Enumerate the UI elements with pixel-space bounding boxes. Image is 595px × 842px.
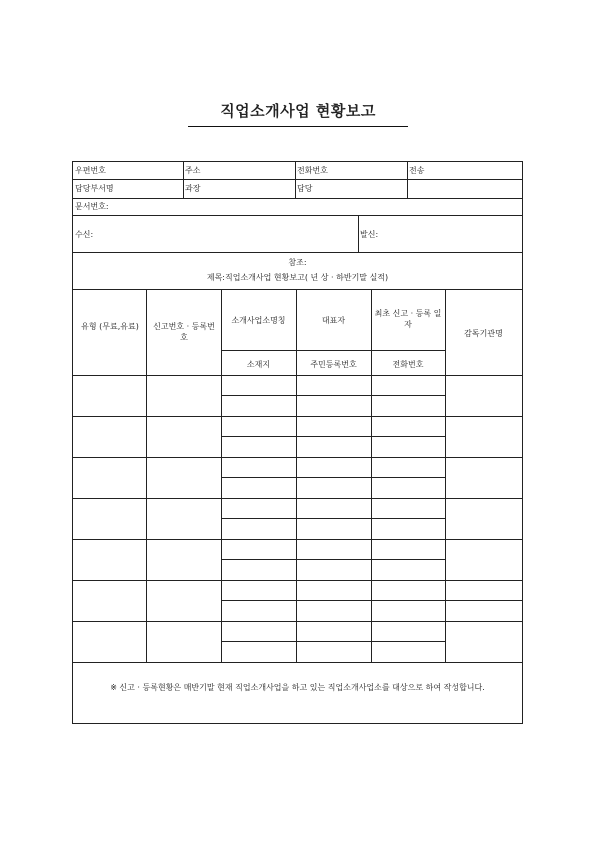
divider: [221, 641, 445, 642]
column-header-representative: 대표자: [321, 316, 346, 325]
divider: [73, 662, 522, 663]
divider: [221, 559, 445, 560]
document-title: 직업소개사업 현황보고: [220, 102, 376, 120]
column-header-location: 소재지: [246, 360, 271, 369]
divider: [73, 375, 522, 376]
fax-label: 전송: [409, 166, 425, 175]
divider: [73, 252, 522, 253]
divider: [296, 289, 297, 662]
title-underline: [188, 126, 408, 127]
divider: [221, 350, 445, 351]
divider: [295, 162, 296, 198]
divider: [73, 289, 522, 290]
in-charge-label: 담당: [297, 184, 313, 193]
sender-label: 발신:: [360, 230, 379, 239]
department-label: 담당부서명: [75, 184, 114, 193]
doc-number-label: 문서번호:: [75, 202, 109, 211]
column-header-business-name: 소개사업소명칭: [231, 316, 286, 325]
column-header-reg-number: 신고번호 · 등록번호: [153, 322, 215, 342]
column-header-type: 유형 (무료,유료): [81, 322, 139, 331]
recipient-label: 수신:: [75, 230, 94, 239]
divider: [73, 457, 522, 458]
reference-label: 참조:: [288, 258, 307, 267]
divider: [73, 580, 522, 581]
divider: [221, 477, 445, 478]
footnote: ※ 신고 · 등록현황은 매반기말 현재 직업소개사업을 하고 있는 직업소개사업소를 대상으로 하여 작성합니다.: [110, 683, 485, 692]
subject-line: 제목:직업소개사업 현황보고( 년 상 · 하반기말 실적): [206, 273, 389, 282]
divider: [73, 498, 522, 499]
report-form: [72, 161, 523, 724]
divider: [221, 289, 222, 662]
manager-label: 과장: [185, 184, 201, 193]
divider: [371, 289, 372, 662]
divider: [221, 600, 522, 601]
divider: [73, 198, 522, 199]
phone-label: 전화번호: [297, 166, 328, 175]
postal-code-label: 우편번호: [75, 166, 106, 175]
column-header-first-date: 최초 신고 · 등록 일자: [374, 309, 442, 329]
divider: [407, 162, 408, 198]
divider: [221, 518, 445, 519]
address-label: 주소: [185, 166, 201, 175]
divider: [73, 416, 522, 417]
divider: [146, 289, 147, 662]
column-header-resident-number: 주민등록번호: [310, 360, 357, 369]
divider: [183, 162, 184, 198]
divider: [73, 215, 522, 216]
divider: [358, 215, 359, 252]
column-header-phone: 전화번호: [392, 360, 424, 369]
divider: [445, 289, 446, 662]
column-header-authority: 감독기관명: [464, 329, 503, 338]
divider: [73, 621, 522, 622]
divider: [73, 539, 522, 540]
divider: [73, 179, 522, 180]
divider: [221, 395, 445, 396]
divider: [221, 436, 445, 437]
